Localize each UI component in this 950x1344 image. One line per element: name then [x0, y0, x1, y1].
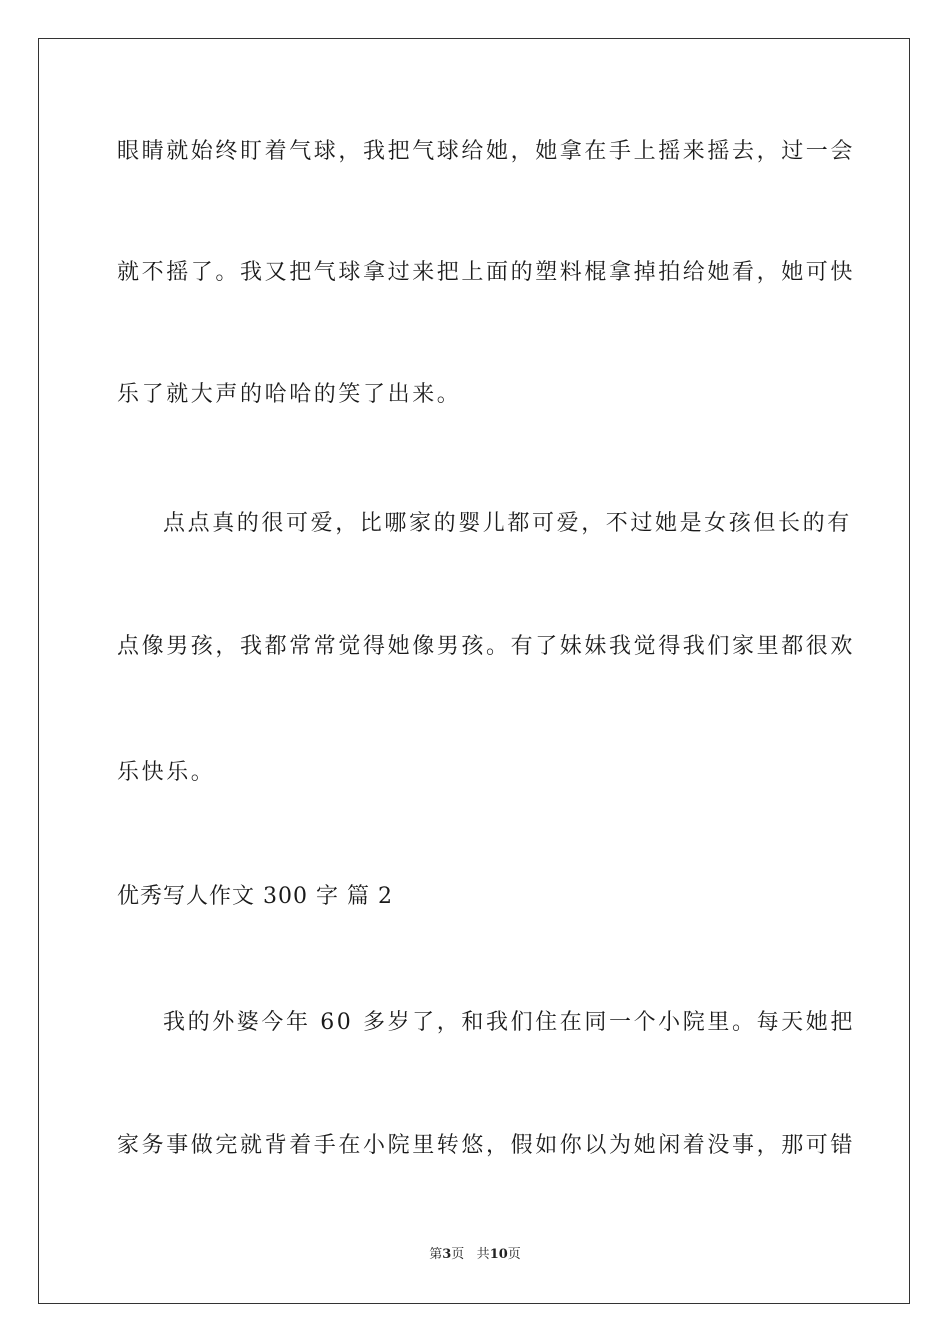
page-prefix: 第 [429, 1247, 443, 1262]
page-footer [0, 1246, 950, 1264]
body-line-2: 就不摇了。我又把气球拿过来把上面的塑料棍拿掉拍给她看，她可快 [117, 260, 856, 285]
total-prefix: 共 [476, 1247, 490, 1262]
total-pages: 10 [489, 1247, 508, 1262]
page-number: 3 [442, 1247, 452, 1262]
page-border [38, 38, 910, 1304]
body-line-6: 乐快乐。 [117, 760, 216, 785]
body-line-8: 家务事做完就背着手在小院里转悠，假如你以为她闲着没事，那可错 [117, 1133, 856, 1158]
body-line-5: 点像男孩，我都常常觉得她像男孩。有了妹妹我觉得我们家里都很欢 [117, 634, 856, 659]
body-line-1: 眼睛就始终盯着气球，我把气球给她，她拿在手上摇来摇去，过一会 [117, 139, 856, 164]
body-line-7: 我的外婆今年 60 多岁了，和我们住在同一个小院里。每天她把 [163, 1010, 855, 1035]
body-line-3: 乐了就大声的哈哈的笑了出来。 [117, 382, 462, 407]
body-line-4: 点点真的很可爱，比哪家的婴儿都可爱，不过她是女孩但长的有 [163, 511, 852, 536]
page-suffix: 页 [451, 1247, 465, 1262]
total-suffix: 页 [507, 1247, 521, 1262]
section-heading: 优秀写人作文 300 字 篇 2 [117, 884, 393, 909]
